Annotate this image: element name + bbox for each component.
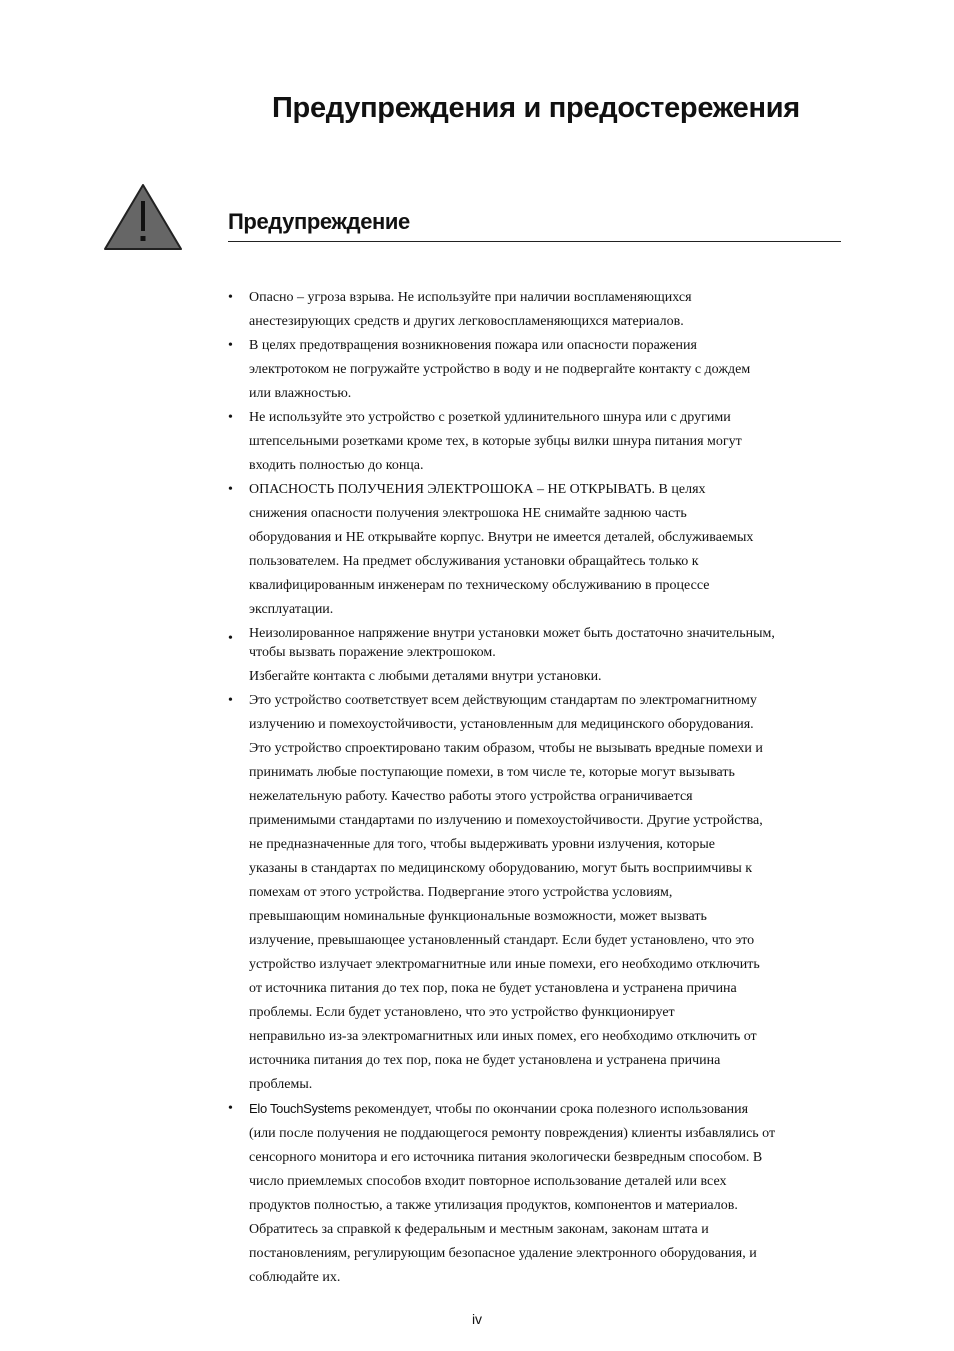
warning-item [249, 334, 861, 406]
warning-line-first [249, 1097, 861, 1122]
warning-line: электротоком не погружайте устройство в воду и не подвергайте контакту с дождем [249, 362, 751, 377]
warning-line: • В целях предотвращения возникновения пожара или опасности поражения [249, 338, 697, 353]
warning-item [249, 478, 861, 622]
warning-line: указаны в стандартах по медицинскому оборудованию, могут быть восприимчивы к [249, 861, 753, 876]
warning-line: • ОПАСНОСТЬ ПОЛУЧЕНИЯ ЭЛЕКТРОШОКА – НЕ ОТКРЫВАТЬ. В целях [249, 482, 706, 497]
section-title: Предупреждение [228, 209, 410, 234]
warning-line: Избегайте контакта с любыми деталями внутри установки. [249, 669, 602, 684]
warning-line: • Это устройство соответствует всем действующим стандартам по электромагнитному [249, 693, 757, 708]
warning-line: излучение, превышающее установленный стандарт. Если будет установлено, что это [249, 933, 755, 948]
warning-item [249, 406, 861, 478]
warning-line: постановлениям, регулирующим безопасное удаление электронного оборудования, и [249, 1246, 757, 1261]
warning-line: устройство излучает электромагнитные или иные помехи, его необходимо отключить [249, 957, 760, 972]
warning-line: излучению и помехоустойчивости, установленным для медицинского оборудования. [249, 717, 754, 732]
warning-line: продуктов полностью, а также утилизация продуктов, компонентов и материалов. [249, 1198, 738, 1213]
warning-line: применимыми стандартами по излучению и помехоустойчивости. Другие устройства, [249, 813, 763, 828]
warning-line: пользователем. На предмет обслуживания установки обращайтесь только к [249, 554, 699, 569]
warning-line: от источника питания до тех пор, пока не будет установлена и устранена причина [249, 981, 737, 996]
warning-line: число приемлемых способов входит повторное использование деталей или всех [249, 1174, 727, 1189]
warning-line: проблемы. [249, 1077, 313, 1092]
warning-line: нежелательную работу. Качество работы этого устройства ограничивается [249, 789, 693, 804]
warning-triangle-icon [103, 183, 183, 251]
warning-line: проблемы. Если будет установлено, что это устройство функционирует [249, 1005, 675, 1020]
warning-list [249, 286, 861, 1290]
warning-line: или влажностью. [249, 386, 352, 401]
warning-line: штепсельными розетками кроме тех, в которые зубцы вилки шнура питания могут [249, 434, 742, 449]
warning-line: • Неизолированное напряжение внутри установки может быть достаточно значительным, [249, 626, 775, 641]
warning-line: чтобы вызвать поражение электрошоком. [249, 645, 496, 660]
warning-item [249, 627, 861, 689]
warning-line: неправильно из-за электромагнитных или иных помех, его необходимо отключить от [249, 1029, 757, 1044]
warning-line: принимать любые поступающие помехи, в том числе те, которые могут вызывать [249, 765, 735, 780]
page-number: iv [471, 1311, 483, 1327]
warning-line: снижения опасности получения электрошока НЕ снимайте заднюю часть [249, 506, 687, 521]
warning-line: анестезирующих средств и других легковоспламеняющихся материалов. [249, 314, 684, 329]
warning-line: Это устройство спроектировано таким образом, чтобы не вызывать вредные помехи и [249, 741, 763, 756]
exclamation-bar [141, 201, 145, 231]
warning-line: не предназначенные для того, чтобы выдерживать уровни излучения, которые [249, 837, 716, 852]
warning-line: помехам от этого устройства. Подвергание этого устройства условиям, [249, 885, 673, 900]
warning-line: соблюдайте их. [249, 1270, 341, 1285]
warning-line: эксплуатации. [249, 602, 334, 617]
warning-line: (или после получения не поддающегося ремонту повреждения) клиенты избавлялись от [249, 1126, 776, 1141]
warning-line: превышающим номинальные функциональные возможности, может вызвать [249, 909, 707, 924]
warning-line: • Опасно – угроза взрыва. Не используйте при наличии воспламеняющихся [249, 290, 692, 305]
warning-line: • Не используйте это устройство с розеткой удлинительного шнура или с другими [249, 410, 731, 425]
warning-line: сенсорного монитора и его источника питания экологически безвредным способом. В [249, 1150, 763, 1165]
section-divider [228, 241, 841, 242]
page-title: Предупреждения и предостережения [272, 92, 800, 124]
warning-line: Обратитесь за справкой к федеральным и местным законам, законам штата и [249, 1222, 709, 1237]
warning-line: входить полностью до конца. [249, 458, 424, 473]
warning-item [249, 1097, 861, 1290]
warning-line: квалифицированным инженерам по техническому обслуживанию в процессе [249, 578, 710, 593]
warning-line-text: рекомендует, чтобы по окончании срока полезного использования [350, 1102, 749, 1117]
exclamation-dot [141, 236, 146, 241]
warning-line: источника питания до тех пор, пока не будет установлена и устранена причина [249, 1053, 721, 1068]
warning-item [249, 689, 861, 1097]
warning-item [249, 286, 861, 334]
brand-name: Elo TouchSystems [249, 1101, 351, 1116]
warning-line: оборудования и НЕ открывайте корпус. Внутри не имеется деталей, обслуживаемых [249, 530, 754, 545]
